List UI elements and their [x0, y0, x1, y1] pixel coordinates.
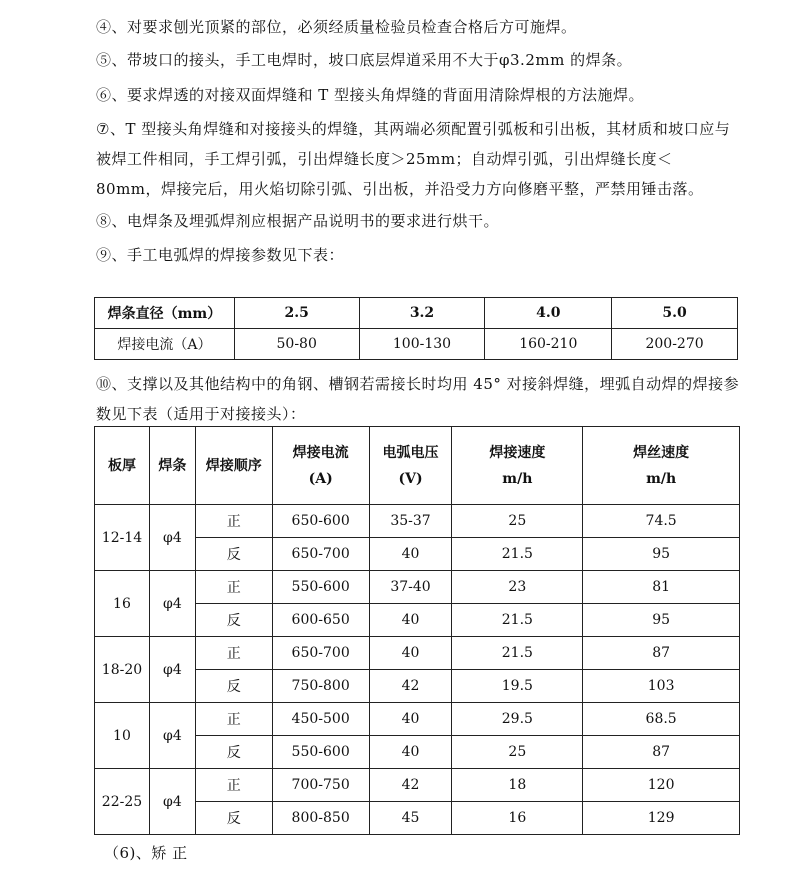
- cell-wire: 120: [583, 769, 740, 802]
- paragraph-9: ⑨、手工电弧焊的焊接参数见下表：: [96, 246, 345, 264]
- header-speed-unit: m/h: [502, 470, 533, 487]
- table-cell: 200-270: [612, 329, 738, 360]
- header-wire-unit: m/h: [646, 470, 677, 487]
- header-voltage-label: 电弧电压: [382, 444, 439, 461]
- section-heading-correction: （6)、矫 正: [104, 844, 188, 862]
- cell-speed: 21.5: [452, 637, 583, 670]
- cell-thickness: 10: [95, 703, 150, 769]
- cell-current: 750-800: [272, 670, 369, 703]
- cell-wire: 129: [583, 802, 740, 835]
- submerged-arc-params-table: [94, 426, 740, 835]
- paragraph-8: ⑧、电焊条及埋弧焊剂应根据产品说明书的要求进行烘干。: [96, 212, 500, 230]
- cell-order: 反: [195, 670, 272, 703]
- cell-speed: 29.5: [452, 703, 583, 736]
- table-row: [95, 637, 740, 670]
- cell-speed: 16: [452, 802, 583, 835]
- cell-order: 正: [195, 703, 272, 736]
- cell-voltage: 40: [369, 703, 452, 736]
- cell-wire: 95: [583, 604, 740, 637]
- cell-current: 700-750: [272, 769, 369, 802]
- table-cell: 2.5: [234, 298, 359, 329]
- cell-thickness: 22-25: [95, 769, 150, 835]
- cell-order: 正: [195, 769, 272, 802]
- cell-rod: φ4: [149, 703, 195, 769]
- cell-voltage: 40: [369, 637, 452, 670]
- cell-rod: φ4: [149, 637, 195, 703]
- table-row: [95, 769, 740, 802]
- header-order: 焊接顺序: [195, 427, 272, 505]
- header-voltage-unit: (V): [398, 470, 423, 487]
- cell-current: 800-850: [272, 802, 369, 835]
- paragraph-4: ④、对要求刨光顶紧的部位，必须经质量检验员检查合格后方可施焊。: [96, 18, 577, 36]
- cell-speed: 19.5: [452, 670, 583, 703]
- cell-order: 正: [195, 637, 272, 670]
- header-rod: 焊条: [149, 427, 195, 505]
- cell-voltage: 42: [369, 670, 452, 703]
- header-speed: [452, 427, 583, 505]
- cell-current: 650-700: [272, 538, 369, 571]
- cell-speed: 25: [452, 505, 583, 538]
- header-wire-label: 焊丝速度: [633, 444, 690, 461]
- cell-thickness: 16: [95, 571, 150, 637]
- cell-thickness: 18-20: [95, 637, 150, 703]
- header-voltage: [369, 427, 452, 505]
- header-speed-label: 焊接速度: [489, 444, 546, 461]
- cell-wire: 95: [583, 538, 740, 571]
- cell-current: 550-600: [272, 571, 369, 604]
- cell-speed: 21.5: [452, 604, 583, 637]
- cell-speed: 21.5: [452, 538, 583, 571]
- table-row: [95, 329, 738, 360]
- table-header-row: [95, 298, 738, 329]
- cell-speed: 23: [452, 571, 583, 604]
- cell-wire: 68.5: [583, 703, 740, 736]
- cell-order: 正: [195, 505, 272, 538]
- table-row: [95, 703, 740, 736]
- table-cell: 100-130: [359, 329, 485, 360]
- header-current-unit: (A): [308, 470, 333, 487]
- header-current-label: 焊接电流: [292, 444, 349, 461]
- cell-order: 反: [195, 604, 272, 637]
- cell-current: 650-600: [272, 505, 369, 538]
- cell-current: 650-700: [272, 637, 369, 670]
- table-cell: 4.0: [485, 298, 612, 329]
- table-row: [95, 571, 740, 604]
- cell-voltage: 40: [369, 604, 452, 637]
- header-current: [272, 427, 369, 505]
- cell-wire: 103: [583, 670, 740, 703]
- cell-voltage: 45: [369, 802, 452, 835]
- table-cell: 160-210: [485, 329, 612, 360]
- cell-rod: φ4: [149, 769, 195, 835]
- cell-speed: 25: [452, 736, 583, 769]
- paragraph-10: ⑩、支撑以及其他结构中的角钢、槽钢若需接长时均用 45° 对接斜焊缝，埋弧自动焊的焊接参数见下表（适用于对接接头）：: [96, 375, 740, 423]
- table-cell: 5.0: [612, 298, 738, 329]
- paragraph-7: ⑦、T 型接头角焊缝和对接接头的焊缝，其两端必须配置引弧板和引出板，其材质和坡口应与被焊工件相同，手工焊引弧，引出焊缝长度＞25mm；自动焊引弧，引出焊缝长度＜80mm，焊接完后，用火焰切除引弧、引出板，并沿受力方向修磨平整，严禁用锤击落。: [96, 120, 731, 198]
- table-cell: 焊接电流（A）: [95, 329, 235, 360]
- cell-wire: 87: [583, 637, 740, 670]
- header-thickness: 板厚: [95, 427, 150, 505]
- electrode-current-table: [94, 297, 738, 360]
- paragraph-6: ⑥、要求焊透的对接双面焊缝和 T 型接头角焊缝的背面用清除焊根的方法施焊。: [96, 86, 645, 104]
- cell-current: 450-500: [272, 703, 369, 736]
- cell-order: 正: [195, 571, 272, 604]
- cell-rod: φ4: [149, 571, 195, 637]
- cell-voltage: 35-37: [369, 505, 452, 538]
- cell-thickness: 12-14: [95, 505, 150, 571]
- table-cell: 3.2: [359, 298, 485, 329]
- cell-order: 反: [195, 802, 272, 835]
- cell-wire: 81: [583, 571, 740, 604]
- cell-voltage: 42: [369, 769, 452, 802]
- table-header-row: [95, 427, 740, 505]
- cell-order: 反: [195, 538, 272, 571]
- paragraph-5: ⑤、带坡口的接头，手工电焊时，坡口底层焊道采用不大于φ3.2mm 的焊条。: [96, 51, 633, 69]
- cell-wire: 74.5: [583, 505, 740, 538]
- cell-rod: φ4: [149, 505, 195, 571]
- cell-wire: 87: [583, 736, 740, 769]
- cell-speed: 18: [452, 769, 583, 802]
- table-cell: 焊条直径（mm）: [95, 298, 235, 329]
- header-wire: [583, 427, 740, 505]
- cell-voltage: 40: [369, 736, 452, 769]
- cell-order: 反: [195, 736, 272, 769]
- cell-current: 600-650: [272, 604, 369, 637]
- cell-current: 550-600: [272, 736, 369, 769]
- cell-voltage: 40: [369, 538, 452, 571]
- cell-voltage: 37-40: [369, 571, 452, 604]
- table-cell: 50-80: [234, 329, 359, 360]
- table-row: [95, 505, 740, 538]
